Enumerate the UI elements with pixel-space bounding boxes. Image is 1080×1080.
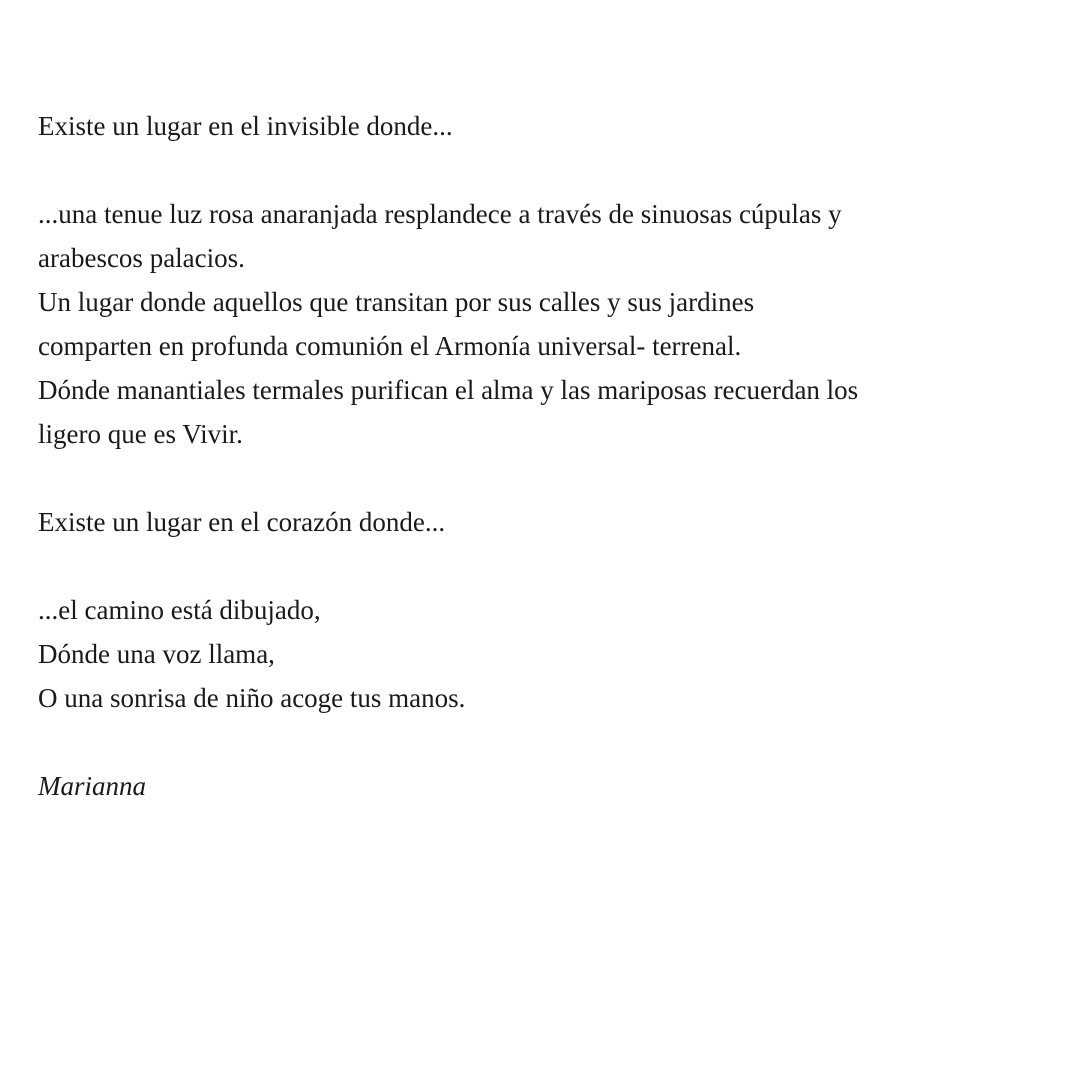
stanza-gap	[38, 720, 1048, 764]
poem-line: ...una tenue luz rosa anaranjada resplandece a través de sinuosas cúpulas y	[38, 199, 842, 229]
poem-line: Dónde manantiales termales purifican el alma y las mariposas recuerdan los	[38, 375, 859, 405]
poem-line: O una sonrisa de niño acoge tus manos.	[38, 683, 466, 713]
poem-line: ...el camino está dibujado,	[38, 595, 321, 625]
stanza-gap	[38, 148, 1048, 192]
poem-line: comparten en profunda comunión el Armonía universal- terrenal.	[38, 331, 742, 361]
author-signature: Marianna	[38, 771, 146, 801]
poem-line: arabescos palacios.	[38, 243, 245, 273]
stanza-gap	[38, 456, 1048, 500]
poem-line: Existe un lugar en el invisible donde...	[38, 111, 453, 141]
poem-line: Un lugar donde aquellos que transitan por sus calles y sus jardines	[38, 287, 755, 317]
poem-line: Existe un lugar en el corazón donde...	[38, 507, 446, 537]
poem-line: Dónde una voz llama,	[38, 639, 275, 669]
stanza-gap	[38, 544, 1048, 588]
poem	[38, 104, 1048, 808]
poem-line: ligero que es Vivir.	[38, 419, 243, 449]
